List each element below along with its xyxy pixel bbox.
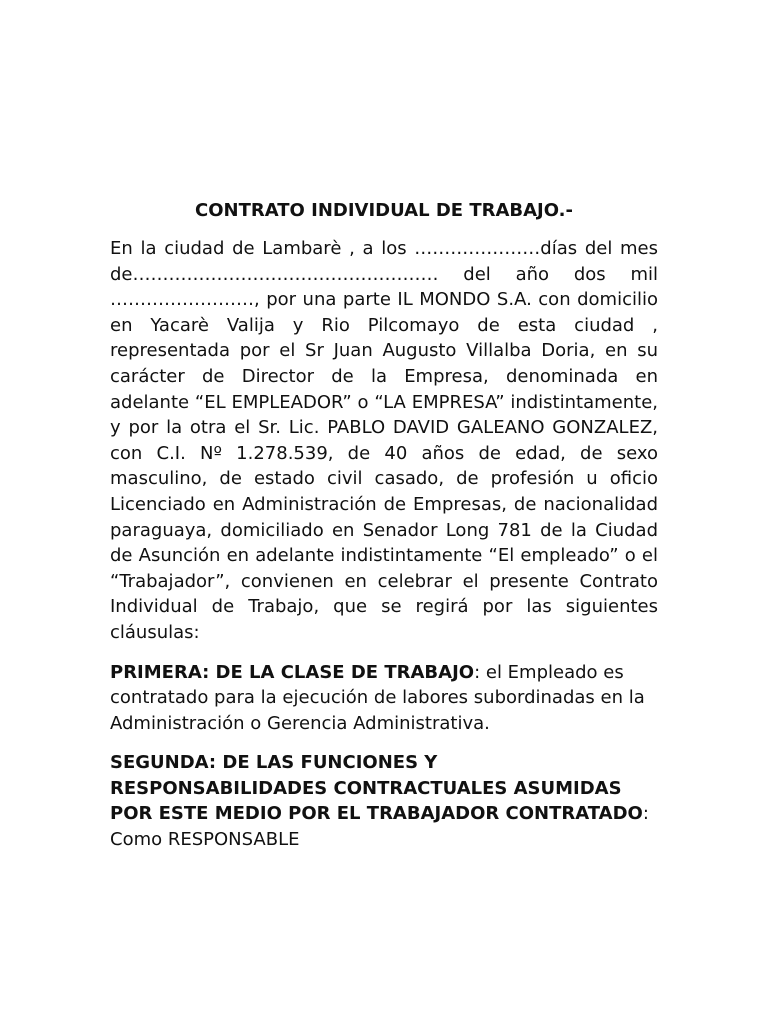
clause-primera-body: : el Empleado es contratado para la ejecución de labores subordinadas en la Administración o Gerencia Administrativa.	[110, 661, 645, 734]
clause-primera-heading: PRIMERA: DE LA CLASE DE TRABAJO	[110, 661, 475, 683]
clause-primera	[110, 660, 658, 737]
document-page	[110, 200, 658, 853]
intro-paragraph: En la ciudad de Lambarè , a los …………………días del mes de…………………………………………… del año dos mil ……………………, por una parte IL MONDO S.A. con domicilio en Yacarè Valija y Rio Pilcomayo de esta ciudad , representada por el Sr Juan Augusto Villalba Doria, en su carácter de Director de la Empresa, denominada en adelante “EL EMPLEADOR” o “LA EMPRESA” indistintamente, y por la otra el Sr. Lic. PABLO DAVID GALEANO GONZALEZ, con C.I. Nº 1.278.539, de 40 años de edad, de sexo masculino, de estado civil casado, de profesión u oficio Licenciado en Administración de Empresas, de nacionalidad paraguaya, domiciliado en Senador Long 781 de la Ciudad de Asunción en adelante indistintamente “El empleado” o el “Trabajador”, convienen en celebrar el presente Contrato Individual de Trabajo, que se regirá por las siguientes cláusulas:	[110, 238, 658, 643]
clause-segunda-heading: SEGUNDA: DE LAS FUNCIONES Y RESPONSABILIDADES CONTRACTUALES ASUMIDAS POR ESTE MEDIO POR EL TRABAJADOR CONTRATADO	[110, 752, 643, 825]
contract-title: CONTRATO INDIVIDUAL DE TRABAJO.-	[195, 200, 573, 221]
clause-segunda	[110, 750, 658, 852]
clause-segunda-body: : Como RESPONSABLE	[110, 803, 649, 851]
